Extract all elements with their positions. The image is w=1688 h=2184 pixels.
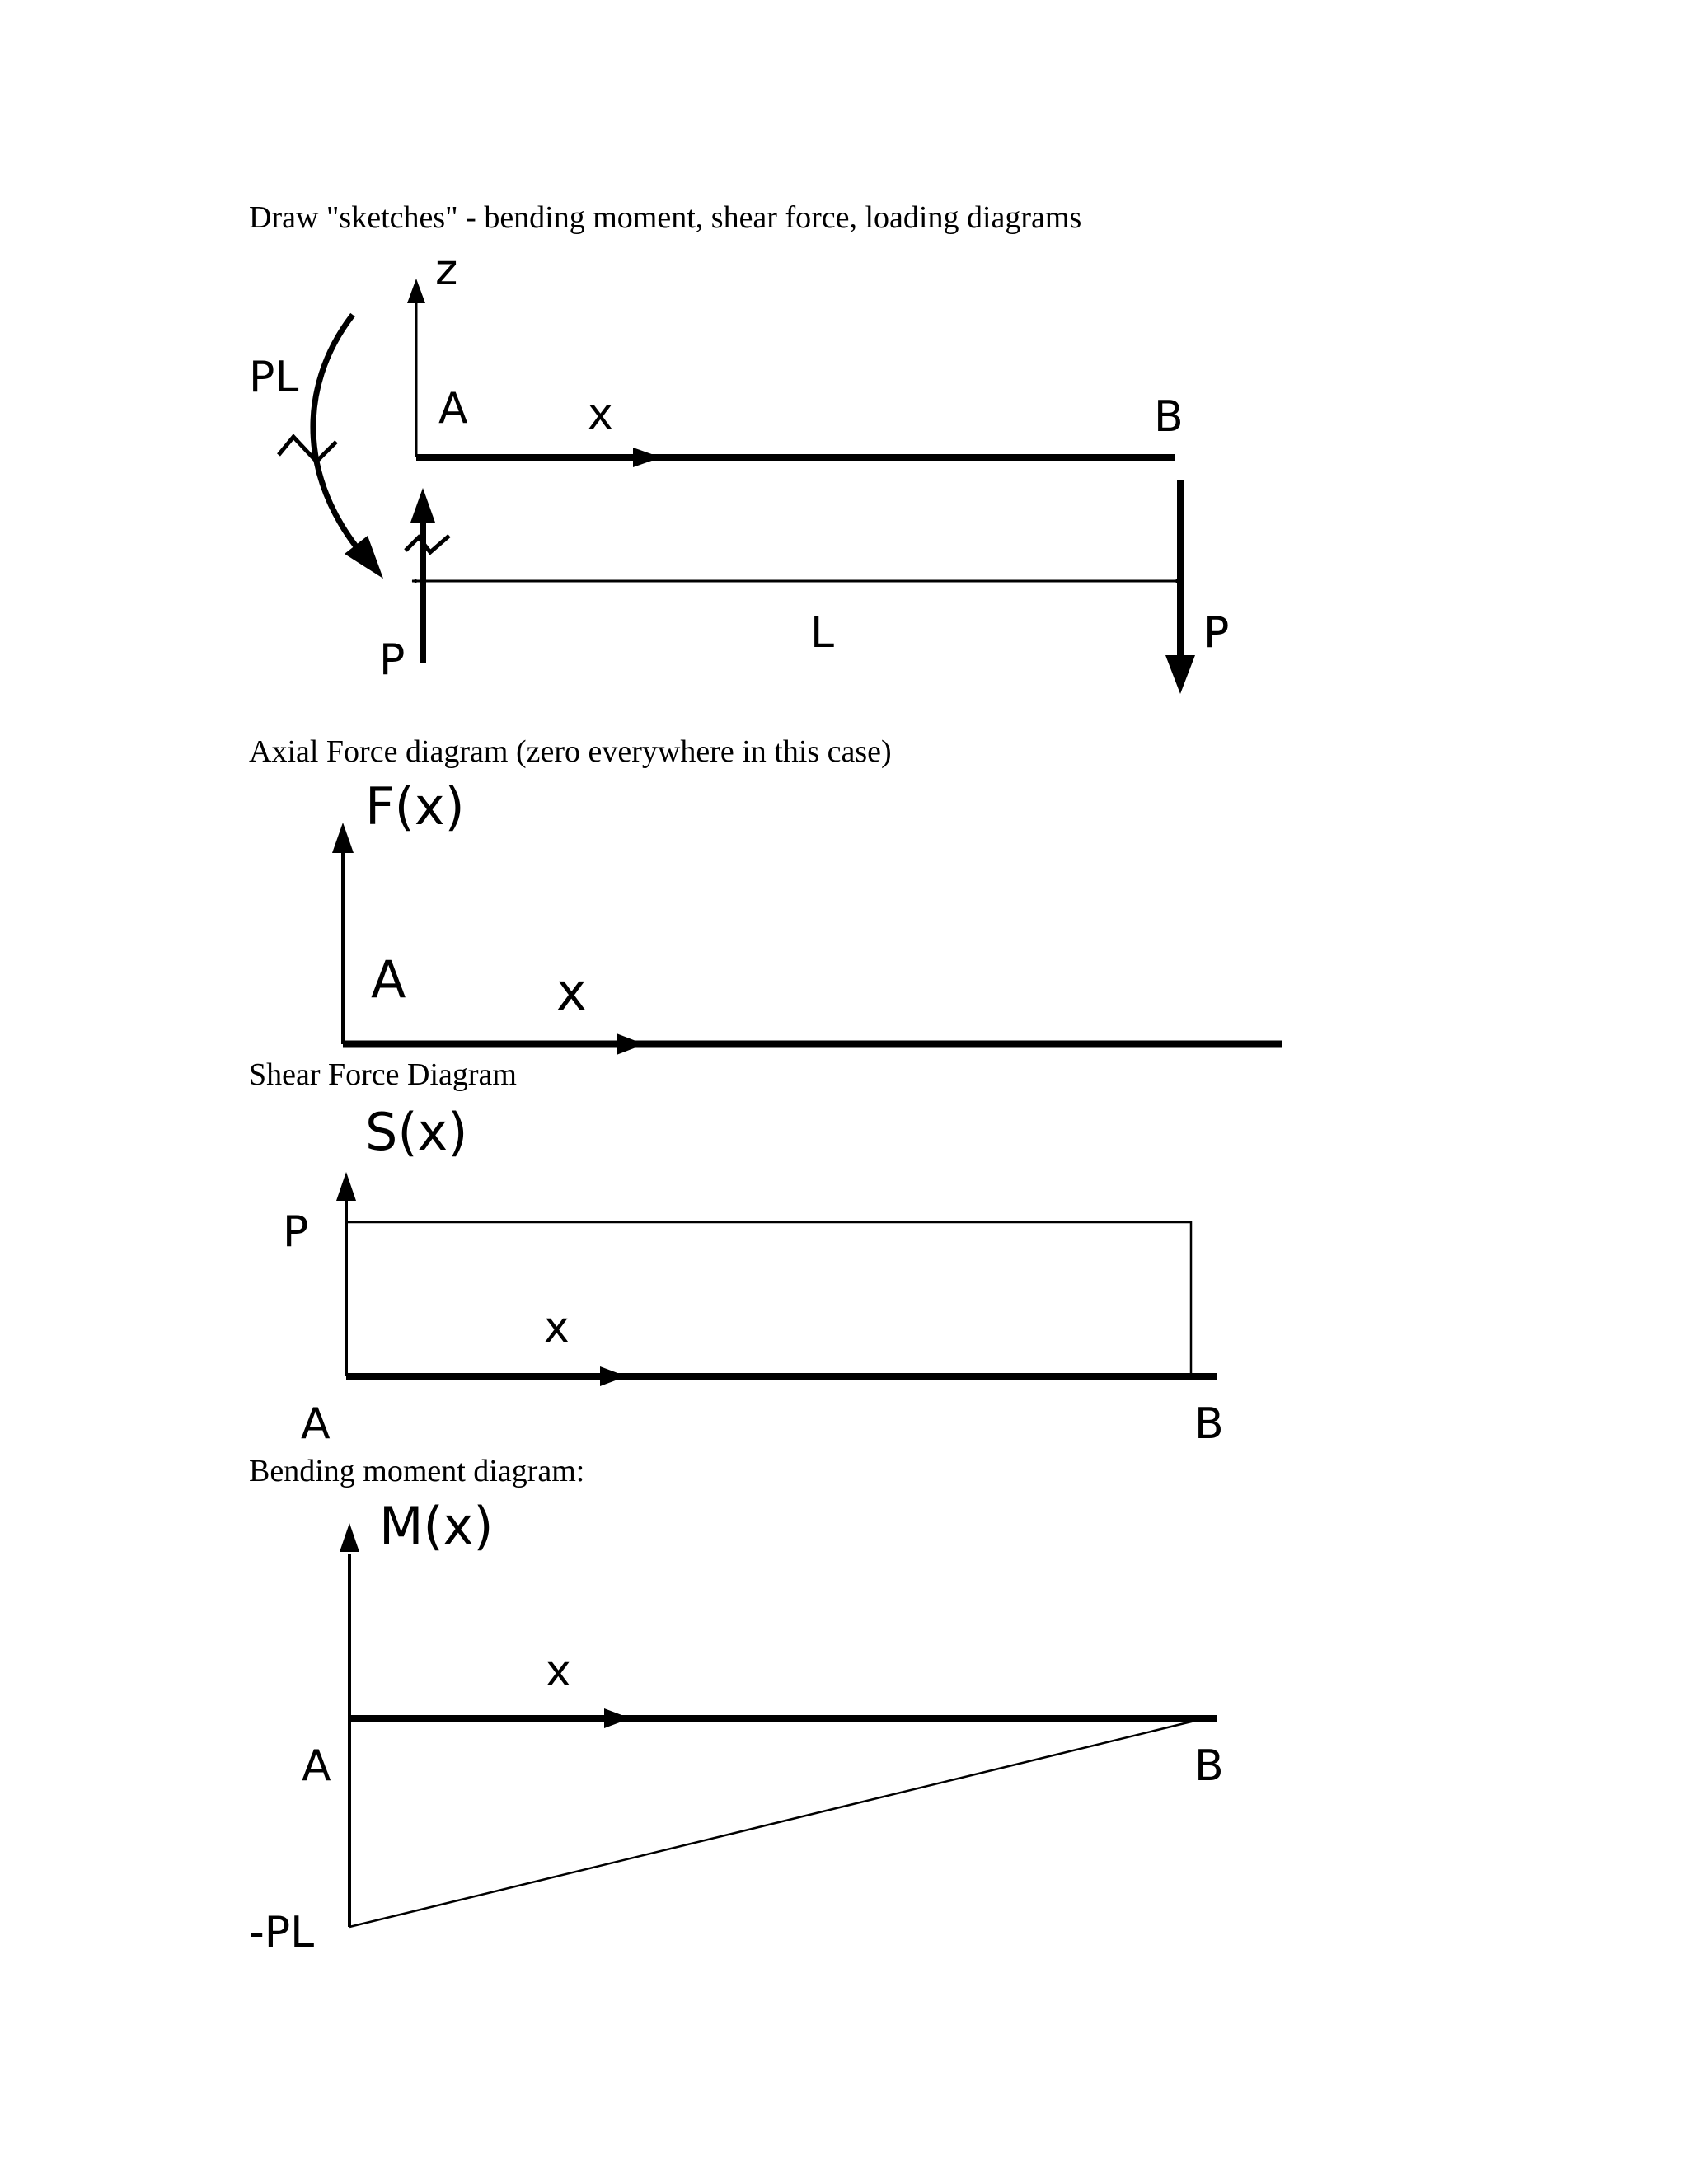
length-label: L <box>810 608 834 658</box>
moment-axis-label: M(x) <box>379 1496 494 1556</box>
point-b-label: B <box>1154 392 1184 442</box>
caption-intro: Draw "sketches" - bending moment, shear force, loading diagrams <box>249 200 1082 235</box>
load-label: P <box>1203 608 1230 658</box>
load-arrowhead <box>1165 655 1195 694</box>
shear-point-a-label: A <box>301 1399 331 1449</box>
moment-x-axis-label: x <box>546 1647 571 1696</box>
moment-x-arrowhead <box>604 1708 631 1728</box>
caption-shear: Shear Force Diagram <box>249 1057 517 1092</box>
shear-curve <box>346 1222 1191 1376</box>
x-direction-arrowhead <box>633 448 661 467</box>
shear-value-label: P <box>283 1207 309 1257</box>
x-axis-label: x <box>588 390 613 439</box>
bending-moment-diagram <box>249 1496 1224 1957</box>
moment-label: PL <box>249 353 299 402</box>
shear-axis-label: S(x) <box>365 1102 468 1162</box>
shear-point-b-label: B <box>1194 1399 1224 1449</box>
reaction-break-mark <box>406 536 449 552</box>
axial-x-arrowhead <box>617 1033 645 1055</box>
moment-curve <box>349 1718 1205 1927</box>
moment-arc <box>313 315 375 569</box>
axial-x-axis-label: x <box>556 962 587 1022</box>
shear-x-axis-label: x <box>544 1303 570 1352</box>
point-a-label: A <box>438 384 468 434</box>
z-axis-label: z <box>435 246 458 295</box>
moment-y-axis-arrowhead <box>340 1523 359 1552</box>
shear-y-axis-arrowhead <box>336 1172 356 1201</box>
loading-diagram <box>249 246 1229 694</box>
shear-x-arrowhead <box>600 1366 626 1386</box>
axial-y-axis-arrowhead <box>332 823 354 853</box>
axial-point-a-label: A <box>371 949 406 1010</box>
reaction-label: P <box>379 635 406 685</box>
z-axis-arrowhead <box>407 279 425 303</box>
moment-value-label: -PL <box>249 1908 315 1957</box>
moment-break-mark <box>279 437 336 462</box>
caption-moment: Bending moment diagram: <box>249 1454 585 1488</box>
shear-force-diagram <box>283 1102 1224 1449</box>
moment-point-b-label: B <box>1194 1741 1224 1791</box>
moment-point-a-label: A <box>302 1741 331 1791</box>
reaction-arrowhead <box>410 488 435 523</box>
axial-axis-label: F(x) <box>365 776 465 837</box>
axial-force-diagram <box>332 776 1282 1055</box>
caption-axial: Axial Force diagram (zero everywhere in this case) <box>249 734 892 769</box>
